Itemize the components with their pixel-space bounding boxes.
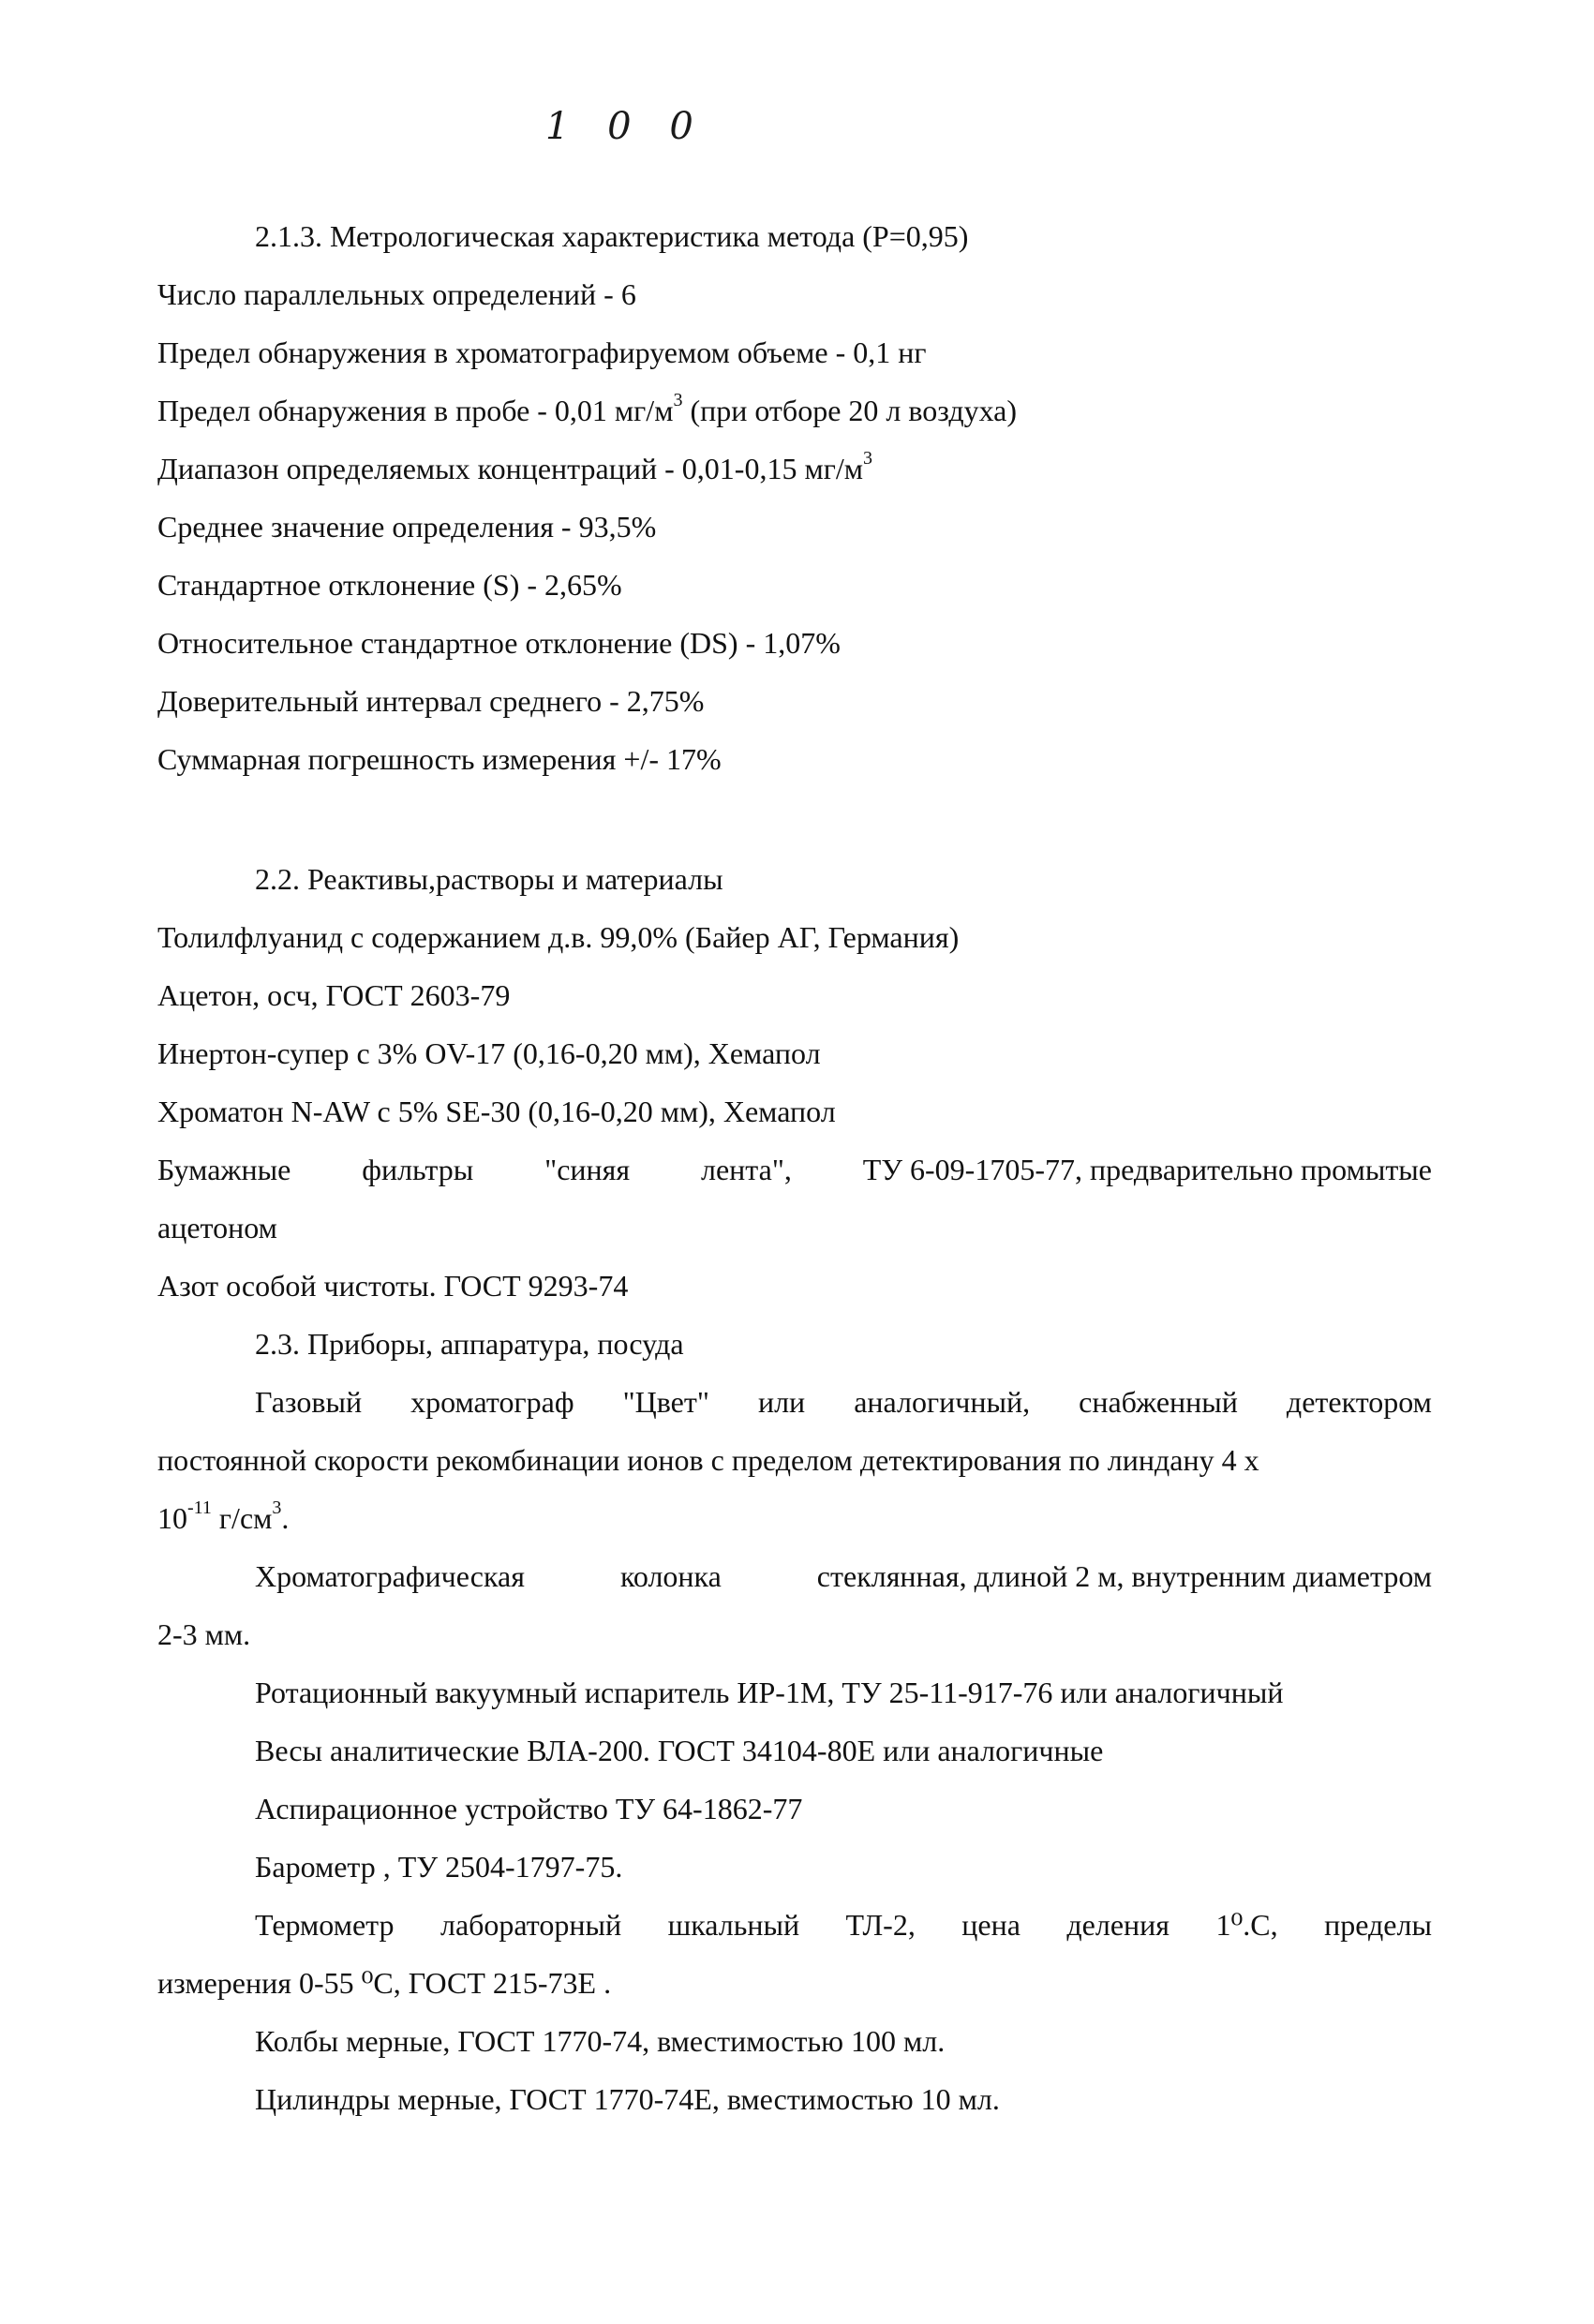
text-span: 10	[157, 1501, 187, 1535]
text-line: Среднее значение определения - 93,5%	[157, 510, 657, 544]
word: лента",	[700, 1153, 792, 1186]
page-number: 1 0 0	[545, 105, 707, 148]
thermometer-line	[255, 1906, 1432, 1944]
word: "синяя	[544, 1153, 631, 1186]
word: или	[757, 1385, 806, 1419]
text-span: Диапазон определяемых концентраций - 0,01-0,15 мг/м	[157, 452, 863, 485]
word: Термометр	[255, 1908, 395, 1942]
text-line: Весы аналитические ВЛА-200. ГОСТ 34104-80Е или аналогичные	[255, 1734, 1104, 1767]
superscript: 3	[673, 390, 683, 411]
text-line: Относительное стандартное отклонение (DS) - 1,07%	[157, 626, 841, 660]
text-span: Предел обнаружения в пробе - 0,01 мг/м	[157, 394, 674, 427]
text-line: Барометр , ТУ 2504-1797-75.	[255, 1850, 623, 1884]
word: снабженный	[1079, 1385, 1238, 1419]
word: 1⁰.С,	[1215, 1908, 1278, 1942]
text-span: (при отборе 20 л воздуха)	[682, 394, 1018, 427]
text-line: измерения 0-55 ⁰С, ГОСТ 215-73Е .	[157, 1966, 612, 2000]
word: Хроматографическая	[255, 1559, 525, 1593]
text-line: Аспирационное устройство ТУ 64-1862-77	[255, 1792, 803, 1825]
filters-line	[157, 1151, 1432, 1188]
word: аналогичный,	[854, 1385, 1031, 1419]
word: ТУ 6-09-1705-77, предварительно промытые	[862, 1153, 1432, 1186]
text-line: Суммарная погрешность измерения +/- 17%	[157, 742, 722, 776]
text-line: Инертон-супер с 3% OV-17 (0,16-0,20 мм), Хемапол	[157, 1036, 821, 1070]
text-line: ацетоном	[157, 1211, 277, 1244]
word: шкальный	[667, 1908, 800, 1942]
gc-line	[255, 1383, 1432, 1421]
text-line: Предел обнаружения в хроматографируемом объеме - 0,1 нг	[157, 335, 927, 369]
text-line: Колбы мерные, ГОСТ 1770-74, вместимостью 100 мл.	[255, 2024, 946, 2058]
superscript: 3	[272, 1497, 282, 1519]
text-line: Число параллельных определений - 6	[157, 277, 636, 311]
word: хроматограф	[410, 1385, 574, 1419]
concentration-range	[157, 450, 872, 487]
text-span: .	[281, 1501, 290, 1535]
text-line: Ротационный вакуумный испаритель ИР-1М, ТУ 25-11-917-76 или аналогичный	[255, 1676, 1284, 1709]
detection-limit-value	[157, 1499, 289, 1537]
text-line: 2-3 мм.	[157, 1617, 251, 1651]
text-line: Хроматон N-AW с 5% SE-30 (0,16-0,20 мм), Хемапол	[157, 1095, 836, 1128]
word: "Цвет"	[622, 1385, 709, 1419]
word: колонка	[619, 1559, 722, 1593]
detection-limit-sample	[157, 392, 1017, 429]
superscript: -11	[187, 1497, 212, 1519]
section-heading-2-3: 2.3. Приборы, аппаратура, посуда	[255, 1327, 684, 1361]
text-line: Доверительный интервал среднего - 2,75%	[157, 684, 705, 718]
word: стеклянная, длиной 2 м, внутренним диаметром	[816, 1559, 1432, 1593]
text-span: г/см	[211, 1501, 273, 1535]
word: деления	[1066, 1908, 1170, 1942]
superscript: 3	[862, 448, 872, 469]
word: лабораторный	[439, 1908, 622, 1942]
section-heading-2-1-3: 2.1.3. Метрологическая характеристика метода (Р=0,95)	[255, 219, 969, 253]
text-line: постоянной скорости рекомбинации ионов с пределом детектирования по линдану 4 х	[157, 1443, 1259, 1477]
text-line: Толилфлуанид с содержанием д.в. 99,0% (Байер АГ, Германия)	[157, 920, 960, 954]
word: цена	[961, 1908, 1020, 1942]
text-line: Цилиндры мерные, ГОСТ 1770-74Е, вместимостью 10 мл.	[255, 2082, 1000, 2116]
word: ТЛ-2,	[845, 1908, 916, 1942]
text-line: Азот особой чистоты. ГОСТ 9293-74	[157, 1269, 629, 1303]
word: Газовый	[255, 1385, 363, 1419]
word: фильтры	[362, 1153, 474, 1186]
word: детектором	[1286, 1385, 1432, 1419]
text-line: Ацетон, осч, ГОСТ 2603-79	[157, 978, 511, 1012]
word: Бумажные	[157, 1153, 291, 1186]
text-line: Стандартное отклонение (S) - 2,65%	[157, 568, 622, 602]
word: пределы	[1324, 1908, 1432, 1942]
column-line	[255, 1557, 1432, 1595]
section-heading-2-2: 2.2. Реактивы,растворы и материалы	[255, 862, 723, 896]
